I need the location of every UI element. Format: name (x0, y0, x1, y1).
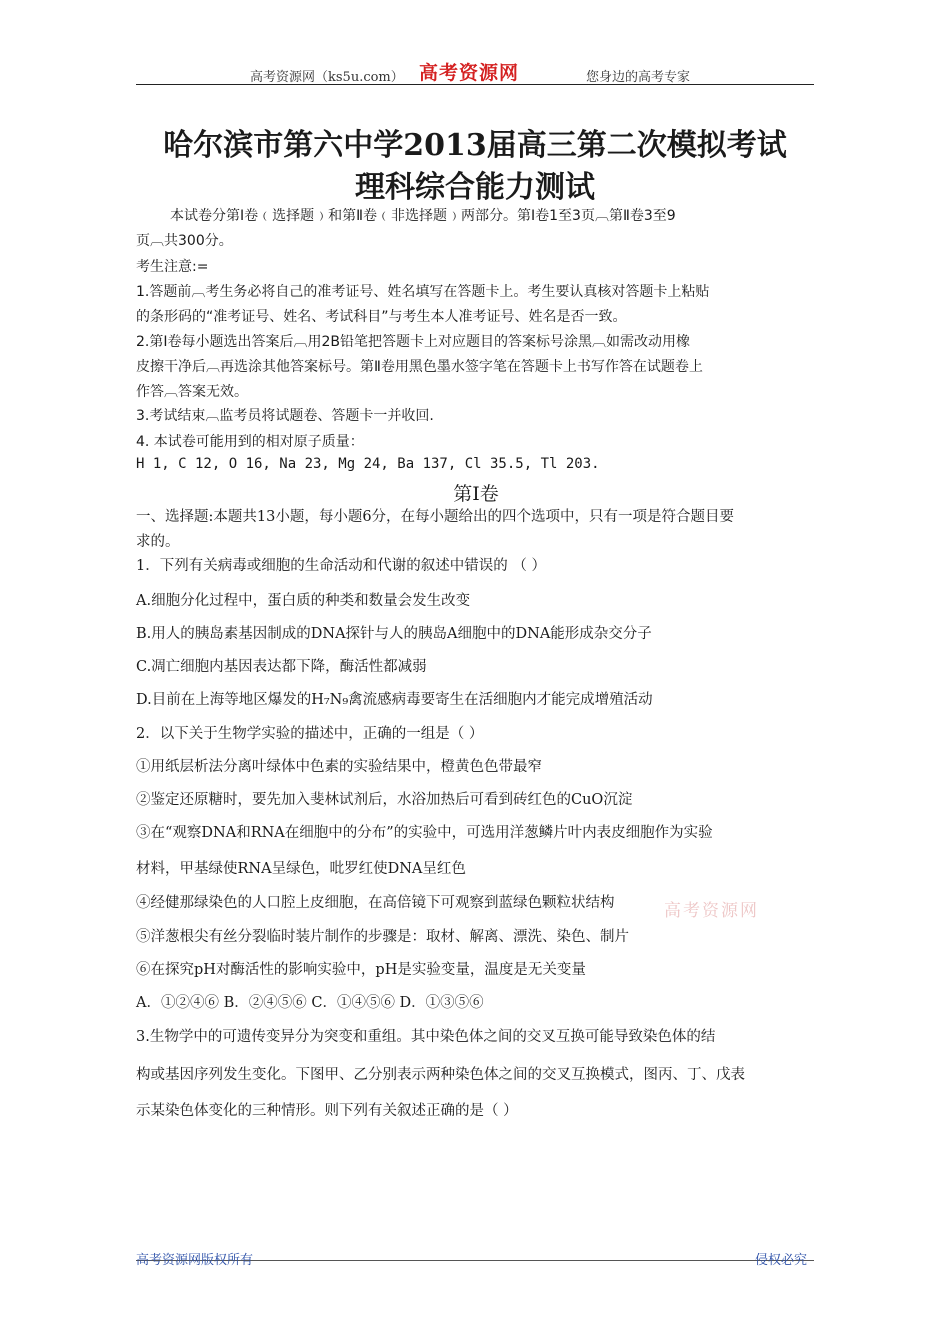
q2-item-4: ④经健那绿染色的人口腔上皮细胞，在高倍镜下可观察到蓝绿色颗粒状结构 (136, 895, 615, 911)
header-logo: 高考资源网 (419, 62, 520, 84)
q1-option-a: A.细胞分化过程中，蛋白质的种类和数量会发生改变 (136, 593, 471, 609)
notice-2-line-1: 2.第Ⅰ卷每小题选出答案后︹用2B铅笔把答题卡上对应题目的答案标号涂黑︹如需改动用橡 (136, 334, 690, 350)
atomic-masses: H 1, C 12, O 16, Na 23, Mg 24, Ba 137, Cl 35.5, Tl 203. (136, 456, 600, 472)
section-instructions-2: 求的。 (136, 534, 180, 550)
q2-item-3-line-2: 材料，甲基绿使RNA呈绿色，吡罗红使DNA呈红色 (136, 861, 466, 877)
footer-copyright: 高考资源网版权所有 (136, 1253, 254, 1268)
q2-item-1: ①用纸层析法分离叶绿体中色素的实验结果中，橙黄色色带最窄 (136, 759, 542, 775)
q2-item-2: ②鉴定还原糖时，要先加入斐林试剂后，水浴加热后可看到砖红色的CuO沉淀 (136, 792, 633, 808)
q1-stem: 1．下列有关病毒或细胞的生命活动和代谢的叙述中错误的 （ ） (136, 558, 546, 574)
q2-options: A．①②④⑥ B．②④⑤⑥ C．①④⑤⑥ D．①③⑤⑥ (136, 995, 484, 1011)
header-slogan: 您身边的高考专家 (586, 70, 691, 85)
q3-line-2: 构或基因序列发生变化。下图甲、乙分别表示两种染色体之间的交叉互换模式，图丙、丁、戊表 (136, 1067, 745, 1083)
notice-heading: 考生注意:= (136, 259, 209, 275)
header-site-name: 高考资源网（ks5u.com） (250, 70, 404, 85)
page-header (136, 58, 814, 84)
footer-rights: 侵权必究 (755, 1253, 808, 1268)
q1-option-c: C.凋亡细胞内基因表达都下降，酶活性都减弱 (136, 659, 427, 675)
q1-option-b: B.用人的胰岛素基因制成的DNA探针与人的胰岛A细胞中的DNA能形成杂交分子 (136, 626, 652, 642)
intro-line-1: 本试卷分第Ⅰ卷﹙选择题﹚和第Ⅱ卷﹙非选择题﹚两部分。第Ⅰ卷1至3页︹第Ⅱ卷3至9 (170, 208, 676, 224)
notice-2-line-2: 皮擦干净后︹再选涂其他答案标号。第Ⅱ卷用黑色墨水签字笔在答题卡上书写作答在试题卷上 (136, 359, 703, 375)
section-instructions-1: 一、选择题:本题共13小题，每小题6分，在每小题给出的四个选项中，只有一项是符合题目要 (136, 509, 735, 525)
notice-1-line-1: 1.答题前︹考生务必将自己的准考证号、姓名填写在答题卡上。考生要认真核对答题卡上粘贴 (136, 284, 710, 300)
notice-1-line-2: 的条形码的“准考证号、姓名、考试科目”与考生本人准考证号、姓名是否一致。 (136, 309, 627, 325)
q3-line-3: 示某染色体变化的三种情形。则下列有关叙述正确的是（ ） (136, 1103, 518, 1119)
q2-item-5: ⑤洋葱根尖有丝分裂临时装片制作的步骤是：取材、解离、漂洗、染色、制片 (136, 929, 629, 945)
header-divider (136, 84, 814, 85)
exam-subtitle: 理科综合能力测试 (355, 170, 595, 205)
notice-2-line-3: 作答︹答案无效。 (136, 384, 248, 400)
intro-line-2: 页︹共300分。 (136, 233, 233, 249)
notice-4: 4. 本试卷可能用到的相对原子质量： (136, 434, 364, 450)
notice-3: 3.考试结束︹监考员将试题卷、答题卡一并收回. (136, 408, 434, 424)
q2-item-3-line-1: ③在“观察DNA和RNA在细胞中的分布”的实验中，可选用洋葱鳞片叶内表皮细胞作为实验 (136, 825, 713, 841)
exam-title: 哈尔滨市第六中学2013届高三第二次模拟考试 (163, 128, 787, 163)
section-heading: 第Ⅰ卷 (453, 483, 499, 505)
watermark: 高考资源网 (664, 901, 759, 921)
q2-item-6: ⑥在探究pH对酶活性的影响实验中，pH是实验变量，温度是无关变量 (136, 962, 586, 978)
q2-stem: 2．以下关于生物学实验的描述中，正确的一组是（ ） (136, 726, 484, 742)
q3-line-1: 3.生物学中的可遗传变异分为突变和重组。其中染色体之间的交叉互换可能导致染色体的结 (136, 1029, 716, 1045)
q1-option-d: D.目前在上海等地区爆发的H₇N₉禽流感病毒要寄生在活细胞内才能完成增殖活动 (136, 692, 653, 708)
